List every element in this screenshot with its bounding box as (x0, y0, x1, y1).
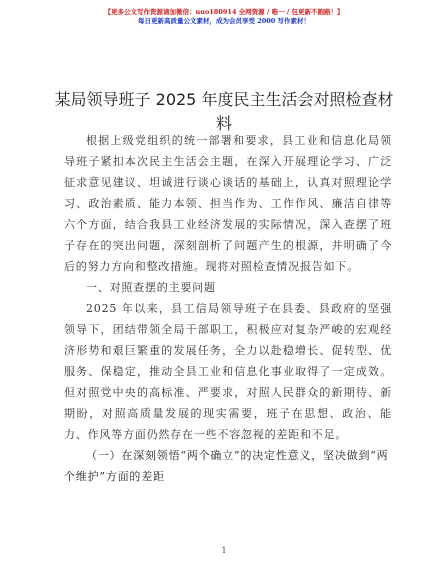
section-heading: 一、对照查摆的主要问题 (86, 281, 216, 294)
banner-line-2: 每日更新高质量公文素材，成为会员享受 2000 写作素材！ (137, 17, 311, 25)
page-number: 1 (221, 546, 227, 555)
banner-line-1: 【更多公文写作资源请加微信：nuo180914 全网资源 / 唯一 / 包更新不跑路！】 (104, 8, 344, 16)
subsection-heading: （一）在深刻领悟“两个确立”的决定性意义，坚决做到“两个维护”方面的差距 (64, 449, 389, 483)
document-title: 某局领导班子 2025 年度民主生活会对照检查材料 (54, 90, 394, 133)
document-body (64, 130, 392, 487)
promo-banner (40, 8, 408, 26)
intro-paragraph: 根据上级党组织的统一部署和要求，县工业和信息化局领导班子紧扣本次民主生活会主题，在深入开展理论学习、广泛征求意见建议、坦诚进行谈心谈话的基础上，认真对照理论学习、政治素质、能力本领、担当作为、工作作风、廉洁自律等六个方面，结合我县工业经济发展的实际情况，深入查摆了班子存在的突出问题，深刻剖析了问题产生的根源，并明确了今后的努力方向和整改措施。现将对照检查情况报告如下。 (64, 134, 392, 273)
section-paragraph: 2025 年以来，县工信局领导班子在县委、县政府的坚强领导下，团结带领全局干部职工，积极应对复杂严峻的宏观经济形势和艰巨繁重的发展任务，全力以赴稳增长、促转型、优服务、保稳定，推动全县工业和信息化事业取得了一定成效。但对照党中央的高标准、严要求，对照人民群众的新期待、新期盼，对照高质量发展的现实需要，班子在思想、政治、能力、作风等方面仍然存在一些不容忽视的差距和不足。 (64, 302, 392, 441)
